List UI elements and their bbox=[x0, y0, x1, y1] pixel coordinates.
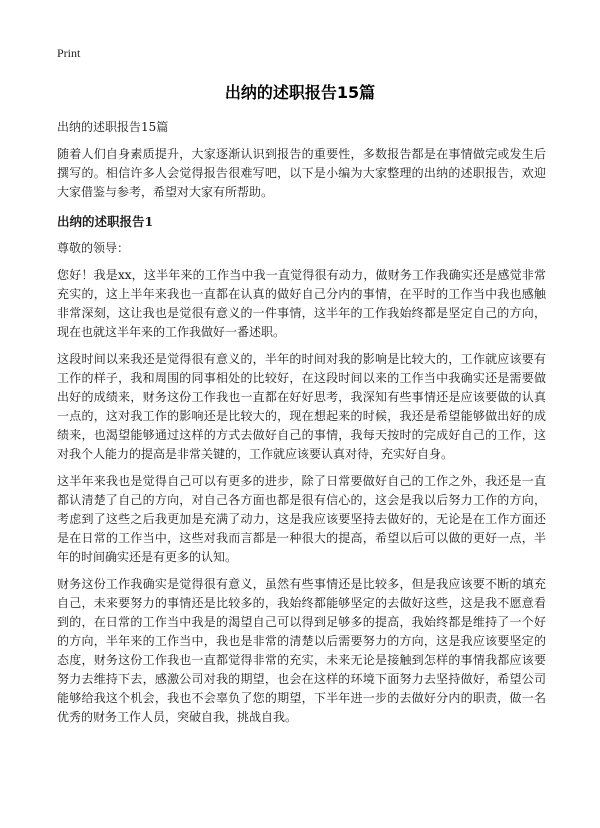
body-paragraph: 财务这份工作我确实是觉得很有意义，虽然有些事情还是比较多，但是我应该要不断的填充自己，未来要努力的事情还是比较多的，我始终都能够坚定的去做好这些，这是我不愿意看到的，在日常的工作当中我是的渴望自己可以得到足够多的提高，我始终都是维持了一个好的方向，半年来的工作当中，我也是非常的清楚以后需要努力的方向，这是我应该要坚定的态度，财务这份工作我也一直都觉得非常的充实，未来无论是接触到怎样的事情我都应该要努力去维持下去，感激公司对我的期望，也会在这样的环境下面努力去坚持做好，希望公司能够给我这个机会，我也不会辜负了您的期望，下半年进一步的去做好分内的职责，做一名优秀的财务工作人员，突破自我，挑战自我。 bbox=[57, 577, 546, 724]
document-title: 出纳的述职报告15篇 bbox=[224, 83, 376, 102]
section-heading: 出纳的述职报告1 bbox=[57, 214, 154, 229]
document-subtitle: 出纳的述职报告15篇 bbox=[57, 120, 169, 134]
body-paragraph: 这段时间以来我还是觉得很有意义的，半年的时间对我的影响是比较大的，工作就应该要有工作的样子，我和周围的同事相处的比较好，在这段时间以来的工作当中我确实还是需要做出好的成绩来，财务这份工作我也一直都在好好思考，我深知有些事情还是应该要做的认真一点的，这对我工作的影响还是比较大的，现在想起来的时候，我还是希望能够做出好的成绩来，也渴望能够通过这样的方式去做好自己的事情，我每天按时的完成好自己的工作，这对我个人能力的提高是非常关键的，工作就应该要认真对待，充实好自身。 bbox=[57, 352, 546, 461]
print-link[interactable]: Print bbox=[57, 46, 81, 60]
body-paragraph: 您好！我是xx，这半年来的工作当中我一直觉得很有动力，做财务工作我确实还是感觉非常充实的，这上半年来我也一直都在认真的做好自己分内的事情，在平时的工作当中我也感触非常深刻，这让我也是觉很有意义的一件事情，这半年的工作我始终都是坚定自己的方向，现在也就这半年来的工作我做好一番述职。 bbox=[57, 268, 546, 339]
salutation: 尊敬的领导： bbox=[57, 241, 130, 255]
body-paragraph: 这半年来我也是觉得自己可以有更多的进步，除了日常要做好自己的工作之外，我还是一直都认清楚了自己的方向，对自己各方面也都是很有信心的，这会是我以后努力工作的方向，考虑到了这些之后我更加是充满了动力，这是我应该要坚持去做好的，无论是在工作方面还是在日常的工作当中，这些对我而言都是一种很大的提高，希望以后可以做的更好一点，半年的时间确实还是有更多的认知。 bbox=[57, 474, 546, 564]
document-body bbox=[57, 118, 546, 735]
intro-paragraph: 随着人们自身素质提升，大家逐渐认识到报告的重要性，多数报告都是在事情做完或发生后撰写的。相信许多人会觉得报告很难写吧，以下是小编为大家整理的出纳的述职报告，欢迎大家借鉴与参考，希望对大家有所帮助。 bbox=[57, 147, 546, 199]
